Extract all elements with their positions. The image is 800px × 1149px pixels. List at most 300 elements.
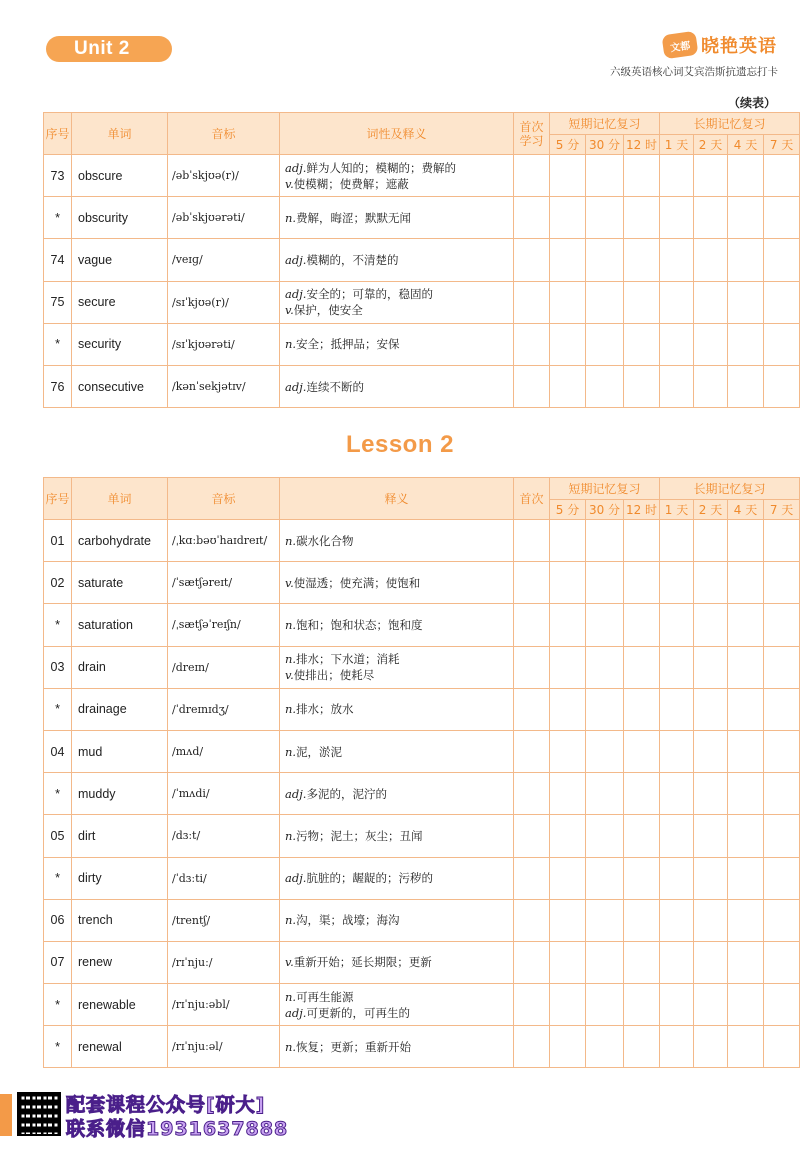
- row-phonetic: /ˈsætʃəreɪt/: [168, 562, 280, 604]
- review-checkbox[interactable]: [728, 984, 764, 1026]
- review-checkbox[interactable]: [728, 281, 764, 323]
- meaning: 排水；下水道；消耗: [296, 652, 400, 667]
- part-of-speech: n.: [285, 913, 297, 928]
- row-number: 74: [44, 239, 72, 281]
- table-row: [44, 730, 800, 772]
- row-number: 01: [44, 520, 72, 562]
- header-interval: 7 天: [764, 500, 800, 520]
- review-checkbox[interactable]: [728, 197, 764, 239]
- definition-line: [285, 286, 513, 302]
- review-checkbox[interactable]: [550, 239, 586, 281]
- review-checkbox[interactable]: [764, 197, 800, 239]
- review-checkbox[interactable]: [624, 604, 660, 646]
- review-checkbox[interactable]: [514, 730, 550, 772]
- review-checkbox[interactable]: [624, 281, 660, 323]
- row-number: *: [44, 1026, 72, 1068]
- review-checkbox[interactable]: [550, 604, 586, 646]
- header-interval: 12 时: [624, 500, 660, 520]
- header-interval: 1 天: [660, 135, 694, 155]
- unit-badge: Unit 2: [46, 36, 172, 62]
- row-definition: [280, 857, 514, 899]
- review-checkbox[interactable]: [728, 688, 764, 730]
- meaning: 安全；抵押品；安保: [296, 337, 400, 352]
- row-phonetic: /ˌsætʃəˈreɪʃn/: [168, 604, 280, 646]
- meaning: 泥，淤泥: [296, 744, 343, 759]
- review-checkbox[interactable]: [586, 984, 624, 1026]
- review-checkbox[interactable]: [514, 773, 550, 815]
- header-interval: 5 分: [550, 500, 586, 520]
- meaning: 多泥的，泥泞的: [306, 786, 387, 801]
- row-definition: [280, 239, 514, 281]
- row-word: renew: [72, 941, 168, 983]
- table-row: [44, 941, 800, 983]
- table-row: [44, 984, 800, 1026]
- review-checkbox[interactable]: [764, 1026, 800, 1068]
- row-phonetic: /kənˈsekjətɪv/: [168, 365, 280, 407]
- part-of-speech: adj.: [285, 871, 307, 886]
- row-phonetic: /ˈdɜːti/: [168, 857, 280, 899]
- review-checkbox[interactable]: [586, 857, 624, 899]
- review-checkbox[interactable]: [514, 1026, 550, 1068]
- meaning: 排水；放水: [296, 702, 354, 717]
- review-checkbox[interactable]: [728, 857, 764, 899]
- meaning: 费解，晦涩；默默无闻: [296, 210, 412, 225]
- row-definition: [280, 899, 514, 941]
- review-checkbox[interactable]: [624, 646, 660, 688]
- meaning: 使模糊；使费解；遮蔽: [293, 176, 409, 191]
- row-word: drainage: [72, 688, 168, 730]
- review-checkbox[interactable]: [624, 155, 660, 197]
- review-checkbox[interactable]: [660, 815, 694, 857]
- definition-line: [285, 160, 513, 176]
- review-checkbox[interactable]: [586, 323, 624, 365]
- review-checkbox[interactable]: [694, 562, 728, 604]
- review-checkbox[interactable]: [660, 688, 694, 730]
- review-checkbox[interactable]: [694, 730, 728, 772]
- review-checkbox[interactable]: [514, 646, 550, 688]
- definition-line: [285, 651, 513, 667]
- table-row: [44, 239, 800, 281]
- review-checkbox[interactable]: [764, 323, 800, 365]
- footer-promo: [0, 1086, 320, 1141]
- review-checkbox[interactable]: [550, 323, 586, 365]
- review-checkbox[interactable]: [550, 520, 586, 562]
- vocab-table-2: [43, 477, 800, 1068]
- row-word: vague: [72, 239, 168, 281]
- header-word: 单词: [72, 113, 168, 155]
- part-of-speech: n.: [285, 617, 297, 632]
- review-checkbox[interactable]: [764, 815, 800, 857]
- meaning: 可更新的，可再生的: [306, 1005, 410, 1020]
- review-checkbox[interactable]: [660, 857, 694, 899]
- table-row: [44, 155, 800, 197]
- review-checkbox[interactable]: [624, 899, 660, 941]
- review-checkbox[interactable]: [694, 197, 728, 239]
- review-checkbox[interactable]: [550, 197, 586, 239]
- row-definition: [280, 646, 514, 688]
- review-checkbox[interactable]: [514, 941, 550, 983]
- review-checkbox[interactable]: [550, 815, 586, 857]
- review-checkbox[interactable]: [624, 323, 660, 365]
- review-checkbox[interactable]: [514, 365, 550, 407]
- row-definition: [280, 520, 514, 562]
- part-of-speech: n.: [285, 337, 297, 352]
- review-checkbox[interactable]: [728, 604, 764, 646]
- row-phonetic: /trentʃ/: [168, 899, 280, 941]
- header-interval: 4 天: [728, 135, 764, 155]
- meaning: 可再生能源: [296, 989, 354, 1004]
- review-checkbox[interactable]: [624, 562, 660, 604]
- row-phonetic: /ˈdreɪnɪdʒ/: [168, 688, 280, 730]
- header-interval: 1 天: [660, 500, 694, 520]
- review-checkbox[interactable]: [764, 365, 800, 407]
- review-checkbox[interactable]: [586, 730, 624, 772]
- review-checkbox[interactable]: [660, 155, 694, 197]
- table-row: [44, 688, 800, 730]
- review-checkbox[interactable]: [764, 604, 800, 646]
- review-checkbox[interactable]: [550, 984, 586, 1026]
- review-checkbox[interactable]: [660, 239, 694, 281]
- review-checkbox[interactable]: [586, 239, 624, 281]
- review-checkbox[interactable]: [586, 197, 624, 239]
- review-checkbox[interactable]: [694, 365, 728, 407]
- review-checkbox[interactable]: [550, 857, 586, 899]
- part-of-speech: adj.: [285, 1005, 307, 1020]
- review-checkbox[interactable]: [764, 941, 800, 983]
- review-checkbox[interactable]: [586, 1026, 624, 1068]
- definition-line: [285, 786, 513, 802]
- review-checkbox[interactable]: [550, 281, 586, 323]
- row-word: secure: [72, 281, 168, 323]
- review-checkbox[interactable]: [728, 239, 764, 281]
- meaning: 恢复；更新；重新开始: [296, 1039, 412, 1054]
- meaning: 鲜为人知的；模糊的；费解的: [306, 160, 456, 175]
- review-checkbox[interactable]: [586, 562, 624, 604]
- table-row: [44, 520, 800, 562]
- review-checkbox[interactable]: [514, 281, 550, 323]
- review-checkbox[interactable]: [624, 773, 660, 815]
- review-checkbox[interactable]: [764, 520, 800, 562]
- row-phonetic: /sɪˈkjʊə(r)/: [168, 281, 280, 323]
- review-checkbox[interactable]: [514, 155, 550, 197]
- review-checkbox[interactable]: [764, 562, 800, 604]
- part-of-speech: n.: [285, 1039, 297, 1054]
- row-definition: [280, 773, 514, 815]
- table-row: [44, 323, 800, 365]
- row-definition: [280, 323, 514, 365]
- header-first-study: 首次: [514, 478, 550, 520]
- review-checkbox[interactable]: [550, 688, 586, 730]
- row-word: security: [72, 323, 168, 365]
- footer-accent-bar: [0, 1094, 12, 1136]
- review-checkbox[interactable]: [764, 857, 800, 899]
- row-number: *: [44, 984, 72, 1026]
- review-checkbox[interactable]: [694, 323, 728, 365]
- review-checkbox[interactable]: [728, 323, 764, 365]
- review-checkbox[interactable]: [764, 773, 800, 815]
- header-interval: 4 天: [728, 500, 764, 520]
- definition-line: [285, 954, 513, 970]
- meaning: 碳水化合物: [296, 533, 354, 548]
- review-checkbox[interactable]: [586, 899, 624, 941]
- part-of-speech: adj.: [285, 786, 307, 801]
- header-interval: 2 天: [694, 135, 728, 155]
- review-checkbox[interactable]: [660, 197, 694, 239]
- part-of-speech: n.: [285, 702, 297, 717]
- review-checkbox[interactable]: [694, 984, 728, 1026]
- review-checkbox[interactable]: [624, 688, 660, 730]
- review-checkbox[interactable]: [660, 562, 694, 604]
- part-of-speech: n.: [285, 210, 297, 225]
- review-checkbox[interactable]: [764, 984, 800, 1026]
- review-checkbox[interactable]: [514, 323, 550, 365]
- row-number: 07: [44, 941, 72, 983]
- header-definition: 词性及释义: [280, 113, 514, 155]
- review-checkbox[interactable]: [694, 646, 728, 688]
- review-checkbox[interactable]: [586, 646, 624, 688]
- definition-line: [285, 336, 513, 352]
- review-checkbox[interactable]: [764, 899, 800, 941]
- review-checkbox[interactable]: [694, 899, 728, 941]
- review-checkbox[interactable]: [728, 562, 764, 604]
- header-definition: 释义: [280, 478, 514, 520]
- row-phonetic: /ˌkɑːbəʊˈhaɪdreɪt/: [168, 520, 280, 562]
- review-checkbox[interactable]: [624, 984, 660, 1026]
- row-phonetic: /rɪˈnjuː/: [168, 941, 280, 983]
- header-interval: 5 分: [550, 135, 586, 155]
- review-checkbox[interactable]: [514, 520, 550, 562]
- row-definition: [280, 197, 514, 239]
- row-definition: [280, 155, 514, 197]
- review-checkbox[interactable]: [624, 815, 660, 857]
- row-phonetic: /rɪˈnjuːəbl/: [168, 984, 280, 1026]
- review-checkbox[interactable]: [586, 281, 624, 323]
- row-number: 73: [44, 155, 72, 197]
- row-definition: [280, 941, 514, 983]
- row-definition: [280, 730, 514, 772]
- review-checkbox[interactable]: [694, 773, 728, 815]
- header-num: 序号: [44, 478, 72, 520]
- review-checkbox[interactable]: [586, 688, 624, 730]
- review-checkbox[interactable]: [764, 281, 800, 323]
- review-checkbox[interactable]: [694, 604, 728, 646]
- header-num: 序号: [44, 113, 72, 155]
- part-of-speech: adj.: [285, 160, 307, 175]
- review-checkbox[interactable]: [514, 239, 550, 281]
- row-phonetic: /rɪˈnjuːəl/: [168, 1026, 280, 1068]
- review-checkbox[interactable]: [624, 857, 660, 899]
- header-interval: 12 时: [624, 135, 660, 155]
- review-checkbox[interactable]: [660, 730, 694, 772]
- review-checkbox[interactable]: [694, 239, 728, 281]
- review-checkbox[interactable]: [624, 365, 660, 407]
- row-word: saturation: [72, 604, 168, 646]
- review-checkbox[interactable]: [514, 562, 550, 604]
- review-checkbox[interactable]: [624, 197, 660, 239]
- book-subtitle: 六级英语核心词艾宾浩斯抗遗忘打卡: [610, 66, 778, 78]
- row-word: renewal: [72, 1026, 168, 1068]
- meaning: 连续不断的: [306, 379, 364, 394]
- row-word: dirty: [72, 857, 168, 899]
- review-checkbox[interactable]: [660, 604, 694, 646]
- row-word: mud: [72, 730, 168, 772]
- row-phonetic: /dreɪn/: [168, 646, 280, 688]
- row-definition: [280, 815, 514, 857]
- brand-logo-icon: 文都: [661, 31, 698, 59]
- header-interval: 30 分: [586, 500, 624, 520]
- review-checkbox[interactable]: [728, 899, 764, 941]
- part-of-speech: n.: [285, 989, 297, 1004]
- review-checkbox[interactable]: [728, 815, 764, 857]
- review-checkbox[interactable]: [728, 365, 764, 407]
- row-definition: [280, 562, 514, 604]
- review-checkbox[interactable]: [694, 1026, 728, 1068]
- review-checkbox[interactable]: [694, 857, 728, 899]
- row-word: saturate: [72, 562, 168, 604]
- definition-line: [285, 210, 513, 226]
- review-checkbox[interactable]: [514, 857, 550, 899]
- definition-line: [285, 617, 513, 633]
- review-checkbox[interactable]: [764, 239, 800, 281]
- review-checkbox[interactable]: [586, 365, 624, 407]
- review-checkbox[interactable]: [550, 773, 586, 815]
- review-checkbox[interactable]: [550, 1026, 586, 1068]
- table-row: [44, 857, 800, 899]
- review-checkbox[interactable]: [728, 1026, 764, 1068]
- review-checkbox[interactable]: [728, 646, 764, 688]
- part-of-speech: v.: [285, 176, 294, 191]
- review-checkbox[interactable]: [550, 365, 586, 407]
- promo-line-1: 配套课程公众号[研大]: [66, 1094, 266, 1116]
- review-checkbox[interactable]: [550, 155, 586, 197]
- review-checkbox[interactable]: [586, 604, 624, 646]
- review-checkbox[interactable]: [764, 688, 800, 730]
- review-checkbox[interactable]: [624, 520, 660, 562]
- row-phonetic: /əbˈskjʊərəti/: [168, 197, 280, 239]
- review-checkbox[interactable]: [550, 562, 586, 604]
- review-checkbox[interactable]: [586, 520, 624, 562]
- review-checkbox[interactable]: [660, 520, 694, 562]
- review-checkbox[interactable]: [694, 815, 728, 857]
- continued-label: （续表）: [727, 96, 776, 110]
- meaning: 保护，使安全: [293, 303, 363, 318]
- review-checkbox[interactable]: [728, 155, 764, 197]
- definition-line: [285, 302, 513, 318]
- review-checkbox[interactable]: [514, 984, 550, 1026]
- review-checkbox[interactable]: [764, 155, 800, 197]
- part-of-speech: v.: [285, 303, 294, 318]
- row-definition: [280, 984, 514, 1026]
- review-checkbox[interactable]: [694, 941, 728, 983]
- table-row: [44, 604, 800, 646]
- header-ipa: 音标: [168, 113, 280, 155]
- meaning: 饱和；饱和状态；饱和度: [296, 617, 423, 632]
- review-checkbox[interactable]: [660, 941, 694, 983]
- review-checkbox[interactable]: [660, 323, 694, 365]
- header-interval: 7 天: [764, 135, 800, 155]
- review-checkbox[interactable]: [764, 730, 800, 772]
- row-definition: [280, 604, 514, 646]
- review-checkbox[interactable]: [586, 815, 624, 857]
- review-checkbox[interactable]: [624, 941, 660, 983]
- review-checkbox[interactable]: [586, 155, 624, 197]
- part-of-speech: adj.: [285, 252, 307, 267]
- review-checkbox[interactable]: [660, 646, 694, 688]
- review-checkbox[interactable]: [660, 1026, 694, 1068]
- review-checkbox[interactable]: [550, 646, 586, 688]
- review-checkbox[interactable]: [624, 239, 660, 281]
- review-checkbox[interactable]: [550, 730, 586, 772]
- review-checkbox[interactable]: [514, 815, 550, 857]
- review-checkbox[interactable]: [586, 941, 624, 983]
- definition-line: [285, 989, 513, 1005]
- review-checkbox[interactable]: [764, 646, 800, 688]
- vocab-table-1: [43, 112, 800, 408]
- review-checkbox[interactable]: [694, 688, 728, 730]
- row-word: carbohydrate: [72, 520, 168, 562]
- header-short-term: 短期记忆复习: [550, 113, 660, 135]
- table-row: [44, 1026, 800, 1068]
- header-short-term: 短期记忆复习: [550, 478, 660, 500]
- table-row: [44, 365, 800, 407]
- review-checkbox[interactable]: [728, 941, 764, 983]
- part-of-speech: v.: [285, 668, 294, 683]
- review-checkbox[interactable]: [624, 730, 660, 772]
- review-checkbox[interactable]: [660, 899, 694, 941]
- header-long-term: 长期记忆复习: [660, 478, 800, 500]
- review-checkbox[interactable]: [660, 281, 694, 323]
- meaning: 使湿透；使充满；使饱和: [293, 575, 421, 590]
- review-checkbox[interactable]: [624, 1026, 660, 1068]
- review-checkbox[interactable]: [550, 941, 586, 983]
- row-word: renewable: [72, 984, 168, 1026]
- definition-line: [285, 533, 513, 549]
- review-checkbox[interactable]: [550, 899, 586, 941]
- table-row: [44, 899, 800, 941]
- definition-line: [285, 1039, 513, 1055]
- header-word: 单词: [72, 478, 168, 520]
- review-checkbox[interactable]: [728, 730, 764, 772]
- review-checkbox[interactable]: [660, 773, 694, 815]
- row-number: *: [44, 604, 72, 646]
- header-ipa: 音标: [168, 478, 280, 520]
- review-checkbox[interactable]: [514, 688, 550, 730]
- definition-line: [285, 176, 513, 192]
- review-checkbox[interactable]: [586, 773, 624, 815]
- review-checkbox[interactable]: [694, 281, 728, 323]
- table-row: [44, 197, 800, 239]
- part-of-speech: n.: [285, 533, 297, 548]
- row-word: muddy: [72, 773, 168, 815]
- review-checkbox[interactable]: [660, 365, 694, 407]
- header-long-term: 长期记忆复习: [660, 113, 800, 135]
- review-checkbox[interactable]: [514, 197, 550, 239]
- row-phonetic: /dɜːt/: [168, 815, 280, 857]
- review-checkbox[interactable]: [728, 773, 764, 815]
- review-checkbox[interactable]: [514, 899, 550, 941]
- meaning: 安全的；可靠的，稳固的: [306, 287, 433, 302]
- review-checkbox[interactable]: [694, 155, 728, 197]
- row-number: *: [44, 857, 72, 899]
- review-checkbox[interactable]: [660, 984, 694, 1026]
- review-checkbox[interactable]: [694, 520, 728, 562]
- part-of-speech: n.: [285, 828, 297, 843]
- review-checkbox[interactable]: [728, 520, 764, 562]
- review-checkbox[interactable]: [514, 604, 550, 646]
- definition-line: [285, 252, 513, 268]
- definition-line: [285, 379, 513, 395]
- row-word: consecutive: [72, 365, 168, 407]
